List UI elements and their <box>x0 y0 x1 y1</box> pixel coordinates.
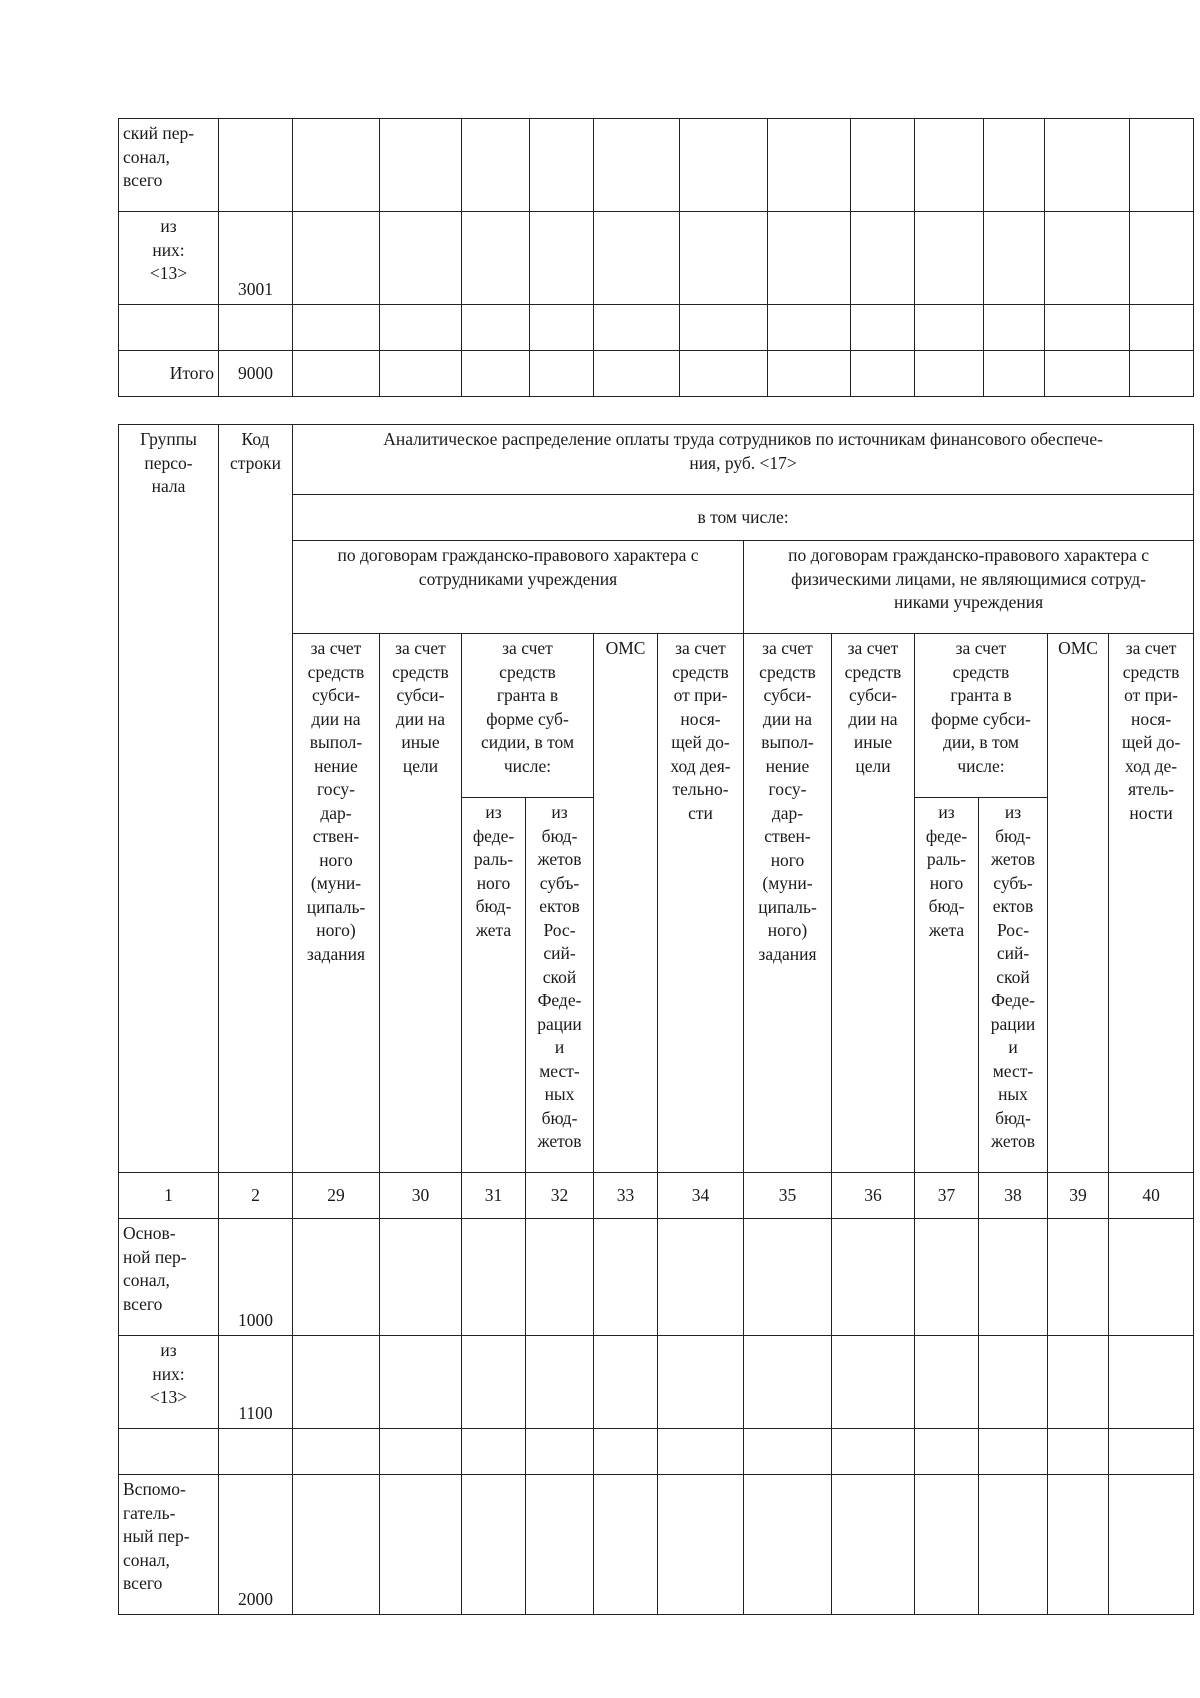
row-code <box>219 119 293 212</box>
column-number: 30 <box>380 1173 462 1219</box>
row-group-label: Итого <box>119 351 219 397</box>
header-col-income: за счет средств от при- нося- щей до- ход дея- тельно- сти <box>658 634 744 1173</box>
row-group-label: из них: <13> <box>119 212 219 305</box>
table-row <box>119 1475 1194 1615</box>
row-code: 1000 <box>219 1219 293 1336</box>
column-number: 38 <box>979 1173 1048 1219</box>
row-group-label: ский пер- сонал, всего <box>119 119 219 212</box>
table-row <box>119 1336 1194 1429</box>
row-code: 3001 <box>219 212 293 305</box>
header-groups: Группы персо- нала <box>119 425 219 1173</box>
header-right-block: по договорам гражданско-правового характера с физическими лицами, не являющимися сотруд- никами учреждения <box>744 541 1194 634</box>
column-number: 40 <box>1109 1173 1194 1219</box>
column-number: 39 <box>1048 1173 1109 1219</box>
header-including: в том числе: <box>293 495 1194 541</box>
header-col-federal: из феде- раль- ного бюд- жета <box>462 798 526 1173</box>
row-code <box>219 305 293 351</box>
row-group-label <box>119 1429 219 1475</box>
table-row <box>119 1429 1194 1475</box>
row-code: 1100 <box>219 1336 293 1429</box>
row-code: 2000 <box>219 1475 293 1615</box>
header-left-block: по договорам гражданско-правового характера с сотрудниками учреждения <box>293 541 744 634</box>
row-code: 9000 <box>219 351 293 397</box>
header-col-federal: из феде- раль- ного бюд- жета <box>915 798 979 1173</box>
column-number: 35 <box>744 1173 832 1219</box>
header-title: Аналитическое распределение оплаты труда сотрудников по источникам финансового обеспече- ния, руб. <17> <box>293 425 1194 495</box>
row-group-label: из них: <13> <box>119 1336 219 1429</box>
column-number: 31 <box>462 1173 526 1219</box>
column-number: 32 <box>526 1173 594 1219</box>
header-col-income: за счет средств от при- нося- щей до- ход де- ятель- ности <box>1109 634 1194 1173</box>
header-code: Код строки <box>219 425 293 1173</box>
row-group-label: Основ- ной пер- сонал, всего <box>119 1219 219 1336</box>
header-col-other-purposes: за счет средств субси- дии на иные цели <box>832 634 915 1173</box>
column-number-row <box>119 1173 1194 1219</box>
column-number: 2 <box>219 1173 293 1219</box>
header-col-regional: из бюд- жетов субъ- ектов Рос- сий- ской Феде- рации и мест- ных бюд- жетов <box>526 798 594 1173</box>
column-number: 33 <box>594 1173 658 1219</box>
column-number: 29 <box>293 1173 380 1219</box>
column-number: 37 <box>915 1173 979 1219</box>
header-col-oms: ОМС <box>1048 634 1109 1173</box>
table-row <box>119 305 1194 351</box>
header-col-regional: из бюд- жетов субъ- ектов Рос- сий- ской Феде- рации и мест- ных бюд- жетов <box>979 798 1048 1173</box>
column-number: 1 <box>119 1173 219 1219</box>
table-row <box>119 212 1194 305</box>
header-col-oms: ОМС <box>594 634 658 1173</box>
row-group-label: Вспомо- гатель- ный пер- сонал, всего <box>119 1475 219 1615</box>
table-row <box>119 119 1194 212</box>
continuation-table <box>118 118 1194 397</box>
column-number: 34 <box>658 1173 744 1219</box>
header-col-state-task: за счет средств субси- дии на выпол- нение госу- дар- ствен- ного (муни- ципаль- ного) задания <box>293 634 380 1173</box>
table-row <box>119 1219 1194 1336</box>
row-group-label <box>119 305 219 351</box>
column-number: 36 <box>832 1173 915 1219</box>
payroll-distribution-table <box>118 424 1194 1615</box>
header-col-other-purposes: за счет средств субси- дии на иные цели <box>380 634 462 1173</box>
header-col-state-task: за счет средств субси- дии на выпол- нение госу- дар- ствен- ного (муни- ципаль- ного) задания <box>744 634 832 1173</box>
header-col-grant: за счет средств гранта в форме субси- дии, в том числе: <box>915 634 1048 798</box>
table-row <box>119 351 1194 397</box>
header-col-grant: за счет средств гранта в форме суб- сидии, в том числе: <box>462 634 594 798</box>
row-code <box>219 1429 293 1475</box>
